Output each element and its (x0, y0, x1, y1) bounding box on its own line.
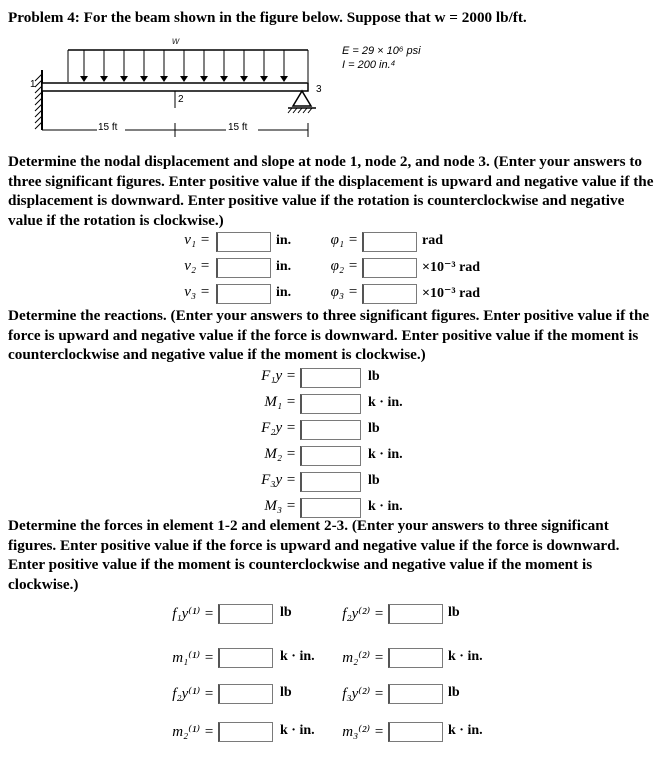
phi2-unit: ×10⁻³ rad (422, 260, 481, 275)
section1-text: Determine the nodal displacement and slope at node 1, node 2, and node 3. (Enter your answers to three significant figures. Enter positive value if the displacement is upward and negative value if the displacement is downward. Enter positive value if the rotation is counterclockwise and negative value if the rotation is clockwise.) (8, 153, 654, 229)
m3-e2-label: m₃⁽²⁾ = (342, 724, 384, 740)
m3-input[interactable] (300, 498, 361, 518)
phi2-label: φ₂ = (330, 258, 358, 274)
dim-label-2: 15 ft (228, 122, 248, 133)
phi3-label: φ₃ = (330, 284, 358, 300)
v1-unit: in. (276, 233, 292, 248)
f1y-e1-input[interactable] (218, 604, 273, 624)
node-3-label: 3 (316, 84, 322, 95)
f3y-unit: lb (368, 473, 380, 488)
m2-unit: k · in. (368, 447, 403, 462)
f2y-e1-input[interactable] (218, 684, 273, 704)
v3-label: v₃ = (184, 284, 210, 300)
node-2-label: 2 (178, 94, 184, 105)
property-i: I = 200 in.⁴ (342, 59, 396, 71)
m2-label: M₂ = (264, 446, 296, 462)
section2-text: Determine the reactions. (Enter your answers to three significant figures. Enter positive value if the force is upward and negative value if the force is downward. Enter positive value if the moment is counterclockwise and negative value if the moment is clockwise.) (8, 307, 650, 363)
section3-text: Determine the forces in element 1-2 and element 2-3. (Enter your answers to three significant figures. Enter positive value if the force is upward and negative value if the force is downward. Enter positive value if the moment is counterclockwise and negative value if the moment is clockwise.) (8, 517, 620, 593)
f3y-input[interactable] (300, 472, 361, 492)
phi3-input[interactable] (362, 284, 417, 304)
f2y-e1-unit: lb (280, 685, 292, 700)
phi3-unit: ×10⁻³ rad (422, 286, 481, 301)
f3y-e2-unit: lb (448, 685, 460, 700)
m1-e1-label: m₁⁽¹⁾ = (172, 650, 214, 666)
f1y-label: F₁y = (261, 368, 296, 384)
m2-e2-unit: k · in. (448, 649, 483, 664)
v3-unit: in. (276, 285, 292, 300)
v2-label: v₂ = (184, 258, 210, 274)
pin-support (288, 91, 316, 113)
f3y-e2-label: f₃y⁽²⁾ = (342, 686, 384, 702)
property-e: E = 29 × 10⁶ psi (342, 45, 421, 57)
f1y-e1-label: f₁y⁽¹⁾ = (172, 606, 214, 622)
f2y-e2-unit: lb (448, 605, 460, 620)
v3-input[interactable] (216, 284, 271, 304)
f3y-e2-input[interactable] (388, 684, 443, 704)
m3-label: M₃ = (264, 498, 296, 514)
m2-e2-input[interactable] (388, 648, 443, 668)
v1-label: v₁ = (184, 232, 210, 248)
node-1-label: 1 (30, 79, 36, 90)
f2y-e2-label: f₂y⁽²⁾ = (342, 606, 384, 622)
f1y-e1-unit: lb (280, 605, 292, 620)
phi1-label: φ₁ = (330, 232, 358, 248)
m1-label: M₁ = (264, 394, 296, 410)
m3-e2-unit: k · in. (448, 723, 483, 738)
f1y-input[interactable] (300, 368, 361, 388)
fixed-wall (35, 70, 42, 130)
problem-title: Problem 4: For the beam shown in the figure below. Suppose that w = 2000 lb/ft. (8, 9, 527, 26)
phi1-input[interactable] (362, 232, 417, 252)
m1-unit: k · in. (368, 395, 403, 410)
f2y-label: F₂y = (261, 420, 296, 436)
v1-input[interactable] (216, 232, 271, 252)
v2-input[interactable] (216, 258, 271, 278)
m1-input[interactable] (300, 394, 361, 414)
m1-e1-unit: k · in. (280, 649, 315, 664)
f2y-e2-input[interactable] (388, 604, 443, 624)
distributed-load (68, 50, 308, 82)
m2-e1-label: m₂⁽¹⁾ = (172, 724, 214, 740)
v2-unit: in. (276, 259, 292, 274)
f3y-label: F₃y = (261, 472, 296, 488)
phi1-unit: rad (422, 233, 443, 248)
m3-unit: k · in. (368, 499, 403, 514)
dim-label-1: 15 ft (98, 122, 118, 133)
m1-e1-input[interactable] (218, 648, 273, 668)
m2-e1-input[interactable] (218, 722, 273, 742)
f1y-unit: lb (368, 369, 380, 384)
f2y-e1-label: f₂y⁽¹⁾ = (172, 686, 214, 702)
m2-e2-label: m₂⁽²⁾ = (342, 650, 384, 666)
m2-e1-unit: k · in. (280, 723, 315, 738)
m2-input[interactable] (300, 446, 361, 466)
material-properties (342, 44, 421, 72)
f2y-input[interactable] (300, 420, 361, 440)
dimension-line (42, 123, 308, 137)
f2y-unit: lb (368, 421, 380, 436)
beam (42, 83, 308, 91)
phi2-input[interactable] (362, 258, 417, 278)
load-label: w (172, 36, 180, 47)
m3-e2-input[interactable] (388, 722, 443, 742)
